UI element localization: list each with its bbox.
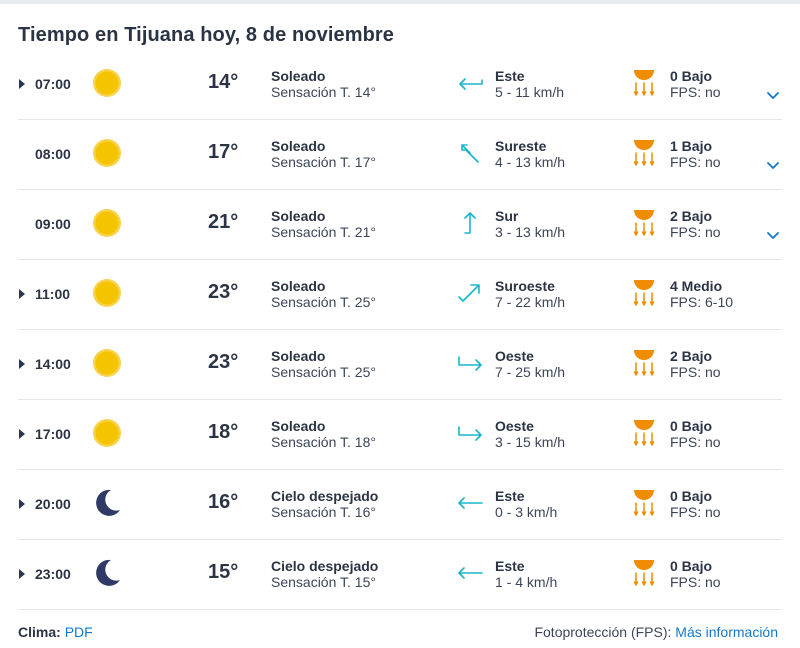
wind-block xyxy=(495,418,565,450)
temperature: 23° xyxy=(208,281,239,303)
sun-icon xyxy=(91,207,123,239)
forecast-row[interactable] xyxy=(18,540,782,610)
condition-block xyxy=(271,418,376,450)
wind-speed: 3 - 13 km/h xyxy=(495,224,566,240)
expand-triangle-icon[interactable] xyxy=(19,289,25,299)
feels-like-text: Sensación T. 15° xyxy=(271,574,376,590)
hour-time: 09:00 xyxy=(35,216,71,232)
uv-block xyxy=(670,278,733,310)
wind-direction: Este xyxy=(495,68,525,84)
wind-block xyxy=(495,68,564,100)
arrow-up-icon xyxy=(455,211,485,235)
condition-block xyxy=(271,348,376,380)
wind-direction: Sureste xyxy=(495,138,547,154)
uv-index: 0 Bajo xyxy=(670,68,713,84)
sun-icon xyxy=(91,137,123,169)
uv-block xyxy=(670,348,721,380)
forecast-row[interactable] xyxy=(18,50,782,120)
expand-triangle-icon[interactable] xyxy=(19,569,25,579)
expand-triangle-icon[interactable] xyxy=(19,79,25,89)
uv-index: 0 Bajo xyxy=(670,488,713,504)
wind-block xyxy=(495,138,565,170)
forecast-row[interactable] xyxy=(18,260,782,330)
condition-text: Soleado xyxy=(271,68,326,84)
arrow-right-bent-icon xyxy=(455,351,485,375)
condition-text: Soleado xyxy=(271,418,326,434)
condition-text: Soleado xyxy=(271,138,326,154)
arrow-up-right-icon xyxy=(455,281,485,305)
fps-value: FPS: no xyxy=(670,84,721,100)
forecast-row[interactable] xyxy=(18,400,782,470)
feels-like-text: Sensación T. 16° xyxy=(271,504,376,520)
uv-block xyxy=(670,68,721,100)
wind-direction: Este xyxy=(495,488,525,504)
temperature: 14° xyxy=(208,71,239,93)
arrow-left-bent-icon xyxy=(455,71,485,95)
uv-index: 0 Bajo xyxy=(670,558,713,574)
condition-block xyxy=(271,488,378,520)
clima-pdf-link[interactable]: PDF xyxy=(64,624,93,640)
wind-speed: 3 - 15 km/h xyxy=(495,434,566,450)
hourly-forecast-list xyxy=(18,50,782,610)
uv-icon xyxy=(632,349,656,377)
wind-direction: Suroeste xyxy=(495,278,555,294)
wind-direction: Oeste xyxy=(495,418,534,434)
sun-icon xyxy=(91,67,123,99)
moon-icon xyxy=(91,557,123,589)
wind-block xyxy=(495,278,565,310)
chevron-down-icon[interactable] xyxy=(766,158,780,168)
fps-value: FPS: no xyxy=(670,154,721,170)
moon-icon xyxy=(91,487,123,519)
hour-time: 08:00 xyxy=(35,146,71,162)
feels-like-text: Sensación T. 25° xyxy=(271,294,376,310)
expand-triangle-icon[interactable] xyxy=(19,429,25,439)
feels-like-text: Sensación T. 14° xyxy=(271,84,376,100)
fps-value: FPS: no xyxy=(670,224,721,240)
condition-text: Soleado xyxy=(271,278,326,294)
condition-text: Soleado xyxy=(271,348,326,364)
temperature: 15° xyxy=(208,561,239,583)
wind-speed: 7 - 25 km/h xyxy=(495,364,566,380)
fps-value: FPS: no xyxy=(670,434,721,450)
condition-text: Cielo despejado xyxy=(271,558,379,574)
page-title: Tiempo en Tijuana hoy, 8 de noviembre xyxy=(18,24,395,46)
condition-block xyxy=(271,138,376,170)
condition-block xyxy=(271,278,376,310)
uv-icon xyxy=(632,139,656,167)
condition-text: Cielo despejado xyxy=(271,488,379,504)
uv-block xyxy=(670,208,721,240)
hour-time: 11:00 xyxy=(35,286,71,302)
wind-speed: 4 - 13 km/h xyxy=(495,154,566,170)
fps-label: Fotoprotección (FPS): xyxy=(534,624,672,640)
sun-icon xyxy=(91,347,123,379)
wind-direction: Sur xyxy=(495,208,519,224)
uv-icon xyxy=(632,559,656,587)
forecast-row[interactable] xyxy=(18,330,782,400)
hour-time: 17:00 xyxy=(35,426,71,442)
wind-speed: 1 - 4 km/h xyxy=(495,574,558,590)
clima-label: Clima: xyxy=(18,624,61,640)
sun-icon xyxy=(91,417,123,449)
top-divider xyxy=(0,0,800,4)
temperature: 21° xyxy=(208,211,239,233)
arrow-left-icon xyxy=(455,491,485,515)
condition-block xyxy=(271,68,376,100)
hour-time: 14:00 xyxy=(35,356,71,372)
uv-icon xyxy=(632,419,656,447)
sun-icon xyxy=(91,277,123,309)
condition-text: Soleado xyxy=(271,208,326,224)
uv-index: 2 Bajo xyxy=(670,348,713,364)
forecast-row[interactable] xyxy=(18,470,782,540)
condition-block xyxy=(271,208,376,240)
uv-block xyxy=(670,138,721,170)
uv-icon xyxy=(632,279,656,307)
feels-like-text: Sensación T. 21° xyxy=(271,224,376,240)
expand-triangle-icon[interactable] xyxy=(19,359,25,369)
arrow-left-icon xyxy=(455,561,485,585)
wind-block xyxy=(495,208,565,240)
feels-like-text: Sensación T. 17° xyxy=(271,154,376,170)
uv-icon xyxy=(632,489,656,517)
hour-time: 20:00 xyxy=(35,496,71,512)
uv-block xyxy=(670,418,721,450)
uv-block xyxy=(670,488,721,520)
fps-value: FPS: no xyxy=(670,364,721,380)
wind-direction: Oeste xyxy=(495,348,534,364)
uv-icon xyxy=(632,209,656,237)
feels-like-text: Sensación T. 25° xyxy=(271,364,376,380)
expand-triangle-icon[interactable] xyxy=(19,499,25,509)
fps-value: FPS: no xyxy=(670,574,721,590)
chevron-down-icon[interactable] xyxy=(766,228,780,238)
wind-block xyxy=(495,488,557,520)
temperature: 16° xyxy=(208,491,239,513)
fps-info xyxy=(534,624,778,640)
forecast-row[interactable] xyxy=(18,120,782,190)
hour-time: 23:00 xyxy=(35,566,71,582)
arrow-up-left-icon xyxy=(455,141,485,165)
wind-block xyxy=(495,558,557,590)
wind-block xyxy=(495,348,565,380)
fps-more-info-link[interactable]: Más información xyxy=(675,624,778,640)
temperature: 23° xyxy=(208,351,239,373)
wind-speed: 5 - 11 km/h xyxy=(495,84,564,100)
arrow-right-bent-icon xyxy=(455,421,485,445)
uv-index: 4 Medio xyxy=(670,278,723,294)
uv-block xyxy=(670,558,721,590)
condition-block xyxy=(271,558,378,590)
hour-time: 07:00 xyxy=(35,76,71,92)
temperature: 17° xyxy=(208,141,239,163)
uv-index: 2 Bajo xyxy=(670,208,713,224)
temperature: 18° xyxy=(208,421,239,443)
chevron-down-icon[interactable] xyxy=(766,88,780,98)
fps-value: FPS: 6-10 xyxy=(670,294,734,310)
uv-index: 0 Bajo xyxy=(670,418,713,434)
fps-value: FPS: no xyxy=(670,504,721,520)
feels-like-text: Sensación T. 18° xyxy=(271,434,376,450)
uv-icon xyxy=(632,69,656,97)
uv-index: 1 Bajo xyxy=(670,138,713,154)
wind-speed: 0 - 3 km/h xyxy=(495,504,558,520)
wind-speed: 7 - 22 km/h xyxy=(495,294,566,310)
forecast-row[interactable] xyxy=(18,190,782,260)
wind-direction: Este xyxy=(495,558,525,574)
clima-info xyxy=(18,624,93,640)
